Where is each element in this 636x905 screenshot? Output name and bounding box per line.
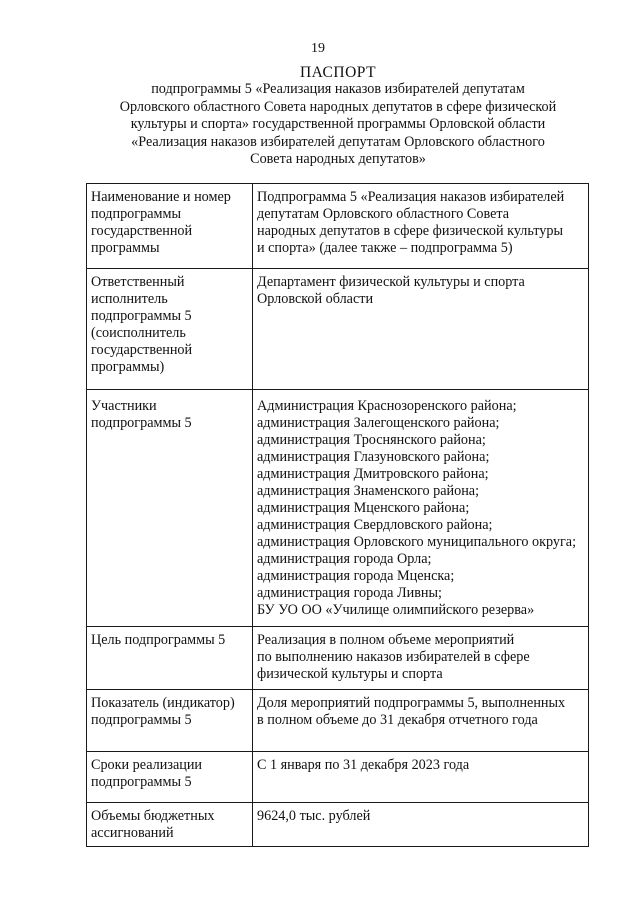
- value-line: в полном объеме до 31 декабря отчетного года: [257, 712, 538, 728]
- label-line: государственной: [91, 342, 193, 358]
- row-value-goal: [253, 627, 589, 690]
- row-label-name: [87, 184, 253, 269]
- table-row: [87, 752, 589, 803]
- label-line: Объемы бюджетных: [91, 808, 215, 824]
- value-line: Орловской области: [257, 291, 374, 307]
- value-line: физической культуры и спорта: [257, 666, 443, 682]
- subtitle-line: «Реализация наказов избирателей депутатам Орловского областного: [131, 133, 545, 150]
- label-line: подпрограммы 5: [91, 774, 192, 790]
- label-line: (соисполнитель: [91, 325, 186, 341]
- row-label-indicator: [87, 690, 253, 752]
- row-label-executor: [87, 269, 253, 390]
- participant-item: администрация Глазуновского района;: [257, 449, 490, 465]
- label-line: программы): [91, 359, 165, 375]
- participant-item: администрация города Ливны;: [257, 585, 442, 601]
- title-block: [40, 64, 636, 169]
- page-number: 19: [311, 41, 325, 56]
- label-line: государственной: [91, 223, 193, 239]
- table-row: [87, 627, 589, 690]
- label-line: Цель подпрограммы 5: [91, 632, 226, 648]
- value-line: 9624,0 тыс. рублей: [257, 808, 371, 824]
- label-line: Участники: [91, 398, 157, 414]
- row-value-executor: [253, 269, 589, 390]
- participant-item: администрация Дмитровского района;: [257, 466, 489, 482]
- value-line: Реализация в полном объеме мероприятий: [257, 632, 515, 648]
- participant-item: администрация Знаменского района;: [257, 483, 480, 499]
- participant-item: администрация Свердловского района;: [257, 517, 493, 533]
- table-row: [87, 390, 589, 627]
- row-value-term: [253, 752, 589, 803]
- label-line: Сроки реализации: [91, 757, 203, 773]
- value-line: народных депутатов в сфере физической культуры: [257, 223, 564, 239]
- subtitle-line: культуры и спорта» государственной программы Орловской области: [130, 116, 546, 132]
- participant-item: администрация Орловского муниципального округа;: [257, 534, 577, 550]
- label-line: ассигнований: [91, 825, 174, 841]
- participant-item: Администрация Краснозоренского района;: [257, 398, 517, 414]
- value-line: Подпрограмма 5 «Реализация наказов избирателей: [257, 189, 565, 205]
- row-label-term: [87, 752, 253, 803]
- value-line: по выполнению наказов избирателей в сфере: [257, 649, 530, 665]
- participant-item: администрация Троснянского района;: [257, 432, 486, 448]
- value-line: депутатам Орловского областного Совета: [257, 206, 510, 222]
- label-line: подпрограммы 5: [91, 415, 192, 431]
- row-label-participants: [87, 390, 253, 627]
- table-row: [87, 269, 589, 390]
- value-line: Доля мероприятий подпрограммы 5, выполненных: [257, 695, 566, 711]
- label-line: подпрограммы: [91, 206, 181, 222]
- table-row: [87, 690, 589, 752]
- table-row: [87, 184, 589, 269]
- value-line: и спорта» (далее также – подпрограмма 5): [257, 240, 513, 256]
- participant-item: администрация города Мценска;: [257, 568, 455, 584]
- table-row: [87, 803, 589, 847]
- participant-item: администрация города Орла;: [257, 551, 432, 567]
- document-title: ПАСПОРТ: [299, 64, 377, 81]
- document-subtitle: [40, 81, 636, 169]
- participant-item: администрация Залегощенского района;: [257, 415, 500, 431]
- value-line: С 1 января по 31 декабря 2023 года: [257, 757, 470, 773]
- label-line: подпрограммы 5: [91, 712, 192, 728]
- label-line: Наименование и номер: [91, 189, 231, 205]
- row-value-budget: [253, 803, 589, 847]
- participant-item: администрация Мценского района;: [257, 500, 470, 516]
- participant-item: БУ УО ОО «Училище олимпийского резерва»: [257, 602, 535, 618]
- passport-table: [86, 183, 589, 847]
- subtitle-line: Орловского областного Совета народных депутатов в сфере физической: [119, 98, 557, 115]
- subtitle-line: подпрограммы 5 «Реализация наказов избирателей депутатам: [151, 81, 525, 97]
- label-line: Показатель (индикатор): [91, 695, 235, 711]
- value-line: Департамент физической культуры и спорта: [257, 274, 525, 290]
- subtitle-line: Совета народных депутатов»: [250, 151, 426, 167]
- row-value-name: [253, 184, 589, 269]
- row-label-goal: [87, 627, 253, 690]
- label-line: Ответственный: [91, 274, 185, 290]
- label-line: подпрограммы 5: [91, 308, 192, 324]
- row-value-participants: [253, 390, 589, 627]
- row-label-budget: [87, 803, 253, 847]
- label-line: программы: [91, 240, 160, 256]
- row-value-indicator: [253, 690, 589, 752]
- label-line: исполнитель: [91, 291, 168, 307]
